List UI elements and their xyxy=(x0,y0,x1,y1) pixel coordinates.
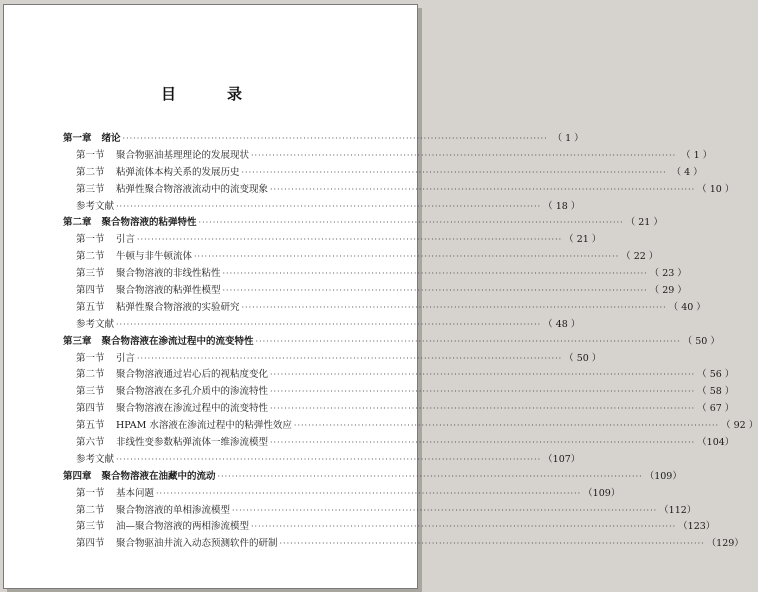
toc-entry-number: 第五节 xyxy=(76,420,105,432)
toc-section-row[interactable] xyxy=(63,486,621,503)
toc-leader-dots: ························································································································ xyxy=(116,201,542,211)
toc-entry-title: 绪论 xyxy=(101,133,121,144)
toc-entry-title: 牛顿与非牛顿流体 xyxy=(116,251,193,263)
toc-entry-number: 第三章 xyxy=(63,335,92,347)
toc-entry-number: 第三节 xyxy=(76,183,105,195)
toc-entry-title: 基本问题 xyxy=(116,487,155,499)
toc-page-number: （ 58 ） xyxy=(697,386,735,398)
toc-leader-dots: ························································································································ xyxy=(270,404,696,414)
toc-leader-dots: ························································································································ xyxy=(222,269,648,279)
toc-chapter-row[interactable] xyxy=(63,334,720,351)
toc-entry-number: 第三节 xyxy=(76,268,105,280)
toc-entry-number: 第四节 xyxy=(76,403,105,415)
toc-leader-dots: ························································································································ xyxy=(270,184,696,194)
toc-leader-dots: ························································································································ xyxy=(251,522,677,532)
table-of-contents xyxy=(63,131,758,553)
toc-leader-dots: ························································································································ xyxy=(198,218,624,228)
toc-entry-title: 聚合物溶液在渗流过程中的流变特性 xyxy=(101,335,254,347)
toc-entry-number: 第二节 xyxy=(76,369,105,381)
toc-leader-dots: ························································································································ xyxy=(251,150,677,160)
toc-page-number: （ 50 ） xyxy=(564,352,602,364)
toc-page-number: （ 23 ） xyxy=(649,268,687,280)
toc-section-row[interactable] xyxy=(63,536,744,553)
toc-entry-title: 引言 xyxy=(116,234,136,246)
toc-entry-number: 第一节 xyxy=(76,234,105,246)
toc-entry-title: 聚合物溶液的单相渗流模型 xyxy=(116,504,231,516)
toc-entry-number: 第三节 xyxy=(76,521,105,533)
toc-page-number: （ 22 ） xyxy=(621,251,659,263)
toc-page-number: （104） xyxy=(697,437,735,449)
toc-section-row[interactable] xyxy=(63,148,713,165)
toc-entry-title: 聚合物驱油基理理论的发展现状 xyxy=(116,149,250,161)
toc-leader-dots: ························································································································ xyxy=(137,353,563,363)
toc-entry-title: 非线性变参数粘弹流体一维渗流模型 xyxy=(116,437,269,449)
toc-page-number: （ 21 ） xyxy=(564,234,602,246)
toc-leader-dots: ························································································································ xyxy=(217,471,643,481)
toc-entry-title: 聚合物驱油井流入动态预测软件的研制 xyxy=(116,538,278,550)
toc-entry-title: 聚合物溶液的非线性粘性 xyxy=(116,268,221,280)
toc-section-row[interactable] xyxy=(63,283,687,300)
toc-leader-dots: ························································································································ xyxy=(255,336,681,346)
toc-page-number: （109） xyxy=(644,470,682,482)
toc-leader-dots: ························································································································ xyxy=(194,252,620,262)
toc-section-row[interactable] xyxy=(63,503,697,520)
toc-entry-number: 第一章 xyxy=(63,133,92,144)
toc-entry-number: 第二节 xyxy=(76,251,105,263)
toc-page-number: （112） xyxy=(659,504,697,516)
toc-entry-title: 油—聚合物溶液的两相渗流模型 xyxy=(116,521,250,533)
toc-section-row[interactable] xyxy=(63,182,735,199)
toc-page-number: （ 1 ） xyxy=(681,149,713,161)
toc-page-number: （ 4 ） xyxy=(671,166,703,178)
toc-page-number: （ 18 ） xyxy=(543,200,581,212)
toc-page-number: （ 67 ） xyxy=(697,403,735,415)
toc-entry-number: 第二章 xyxy=(63,217,92,229)
toc-entry-number: 第二节 xyxy=(76,166,105,178)
toc-entry-title: 聚合物溶液在多孔介质中的渗流特性 xyxy=(116,386,269,398)
toc-entry-title: 聚合物溶液在油藏中的流动 xyxy=(101,470,216,482)
toc-section-row[interactable] xyxy=(63,452,581,469)
toc-section-row[interactable] xyxy=(63,351,602,368)
toc-entry-number: 第二节 xyxy=(76,504,105,516)
page-title: 目 录 xyxy=(160,85,260,103)
toc-entry-title: 参考文献 xyxy=(76,200,115,212)
toc-page-number: （ 92 ） xyxy=(721,420,758,432)
toc-entry-number: 第五节 xyxy=(76,301,105,313)
toc-entry-title: 粘弹性聚合物溶液的实验研究 xyxy=(116,301,240,313)
toc-page-number: （ 48 ） xyxy=(543,318,581,330)
toc-leader-dots: ························································································································ xyxy=(279,539,705,549)
document-page xyxy=(3,4,758,589)
toc-entry-title: 引言 xyxy=(116,352,136,364)
toc-page-number: （109） xyxy=(583,487,621,499)
toc-section-row[interactable] xyxy=(63,266,687,283)
toc-page-number: （ 29 ） xyxy=(649,285,687,297)
toc-page-number: （ 10 ） xyxy=(697,183,735,195)
toc-entry-title: 聚合物溶液在渗流过程中的流变特性 xyxy=(116,403,269,415)
toc-leader-dots: ························································································································ xyxy=(122,134,548,143)
toc-page-number: （ 21 ） xyxy=(625,217,663,229)
toc-leader-dots: ························································································································ xyxy=(270,370,696,380)
toc-leader-dots: ························································································································ xyxy=(270,387,696,397)
toc-leader-dots: ························································································································ xyxy=(241,302,667,312)
toc-leader-dots: ························································································································ xyxy=(156,488,582,498)
toc-leader-dots: ························································································································ xyxy=(232,505,658,515)
toc-page-number: （107） xyxy=(543,453,581,465)
toc-entry-number: 第六节 xyxy=(76,437,105,449)
toc-leader-dots: ························································································································ xyxy=(293,421,720,431)
toc-section-row[interactable] xyxy=(63,384,735,401)
toc-entry-title: 粘弹性聚合物溶液流动中的流变现象 xyxy=(116,183,269,195)
toc-entry-number: 第一节 xyxy=(76,352,105,364)
toc-entry-title: 聚合物溶液的粘弹性模型 xyxy=(116,285,221,297)
toc-section-row[interactable] xyxy=(63,367,735,384)
toc-chapter-row[interactable] xyxy=(63,215,663,232)
toc-entry-title: 参考文献 xyxy=(76,453,115,465)
toc-entry-title: 聚合物溶液的粘弹特性 xyxy=(101,217,197,229)
toc-page-number: （123） xyxy=(678,521,716,533)
toc-entry-title: 参考文献 xyxy=(76,318,115,330)
toc-leader-dots: ························································································································ xyxy=(116,454,542,464)
toc-page-number: （ 1 ） xyxy=(552,133,584,144)
toc-page-number: （ 56 ） xyxy=(697,369,735,381)
toc-section-row[interactable] xyxy=(63,418,758,435)
toc-leader-dots: ························································································································ xyxy=(137,235,563,245)
toc-section-row[interactable] xyxy=(63,199,581,216)
toc-entry-number: 第四节 xyxy=(76,538,105,550)
toc-page-number: （ 40 ） xyxy=(668,301,706,313)
toc-leader-dots: ························································································································ xyxy=(270,438,696,448)
toc-page-number: （ 50 ） xyxy=(682,335,720,347)
toc-section-row[interactable] xyxy=(63,435,735,452)
toc-entry-title: 聚合物溶液通过岩心后的视粘度变化 xyxy=(116,369,269,381)
toc-entry-title: HPAM 水溶液在渗流过程中的粘弹性效应 xyxy=(116,420,292,432)
toc-section-row[interactable] xyxy=(63,249,659,266)
toc-section-row[interactable] xyxy=(63,300,706,317)
toc-entry-number: 第四章 xyxy=(63,470,92,482)
toc-section-row[interactable] xyxy=(63,401,735,418)
toc-section-row[interactable] xyxy=(63,232,602,249)
toc-entry-number: 第一节 xyxy=(76,487,105,499)
toc-leader-dots: ························································································································ xyxy=(222,286,648,296)
toc-section-row[interactable] xyxy=(63,165,703,182)
toc-section-row[interactable] xyxy=(63,519,716,536)
toc-entry-number: 第一节 xyxy=(76,149,105,161)
toc-entry-title: 粘弹流体本构关系的发展历史 xyxy=(116,166,240,178)
toc-entry-number: 第三节 xyxy=(76,386,105,398)
toc-page-number: （129） xyxy=(706,538,744,550)
toc-chapter-row[interactable] xyxy=(63,469,682,486)
toc-leader-dots: ························································································································ xyxy=(116,319,542,329)
toc-leader-dots: ························································································································ xyxy=(241,167,667,177)
toc-entry-number: 第四节 xyxy=(76,285,105,297)
toc-chapter-row[interactable] xyxy=(63,131,584,148)
toc-section-row[interactable] xyxy=(63,317,581,334)
